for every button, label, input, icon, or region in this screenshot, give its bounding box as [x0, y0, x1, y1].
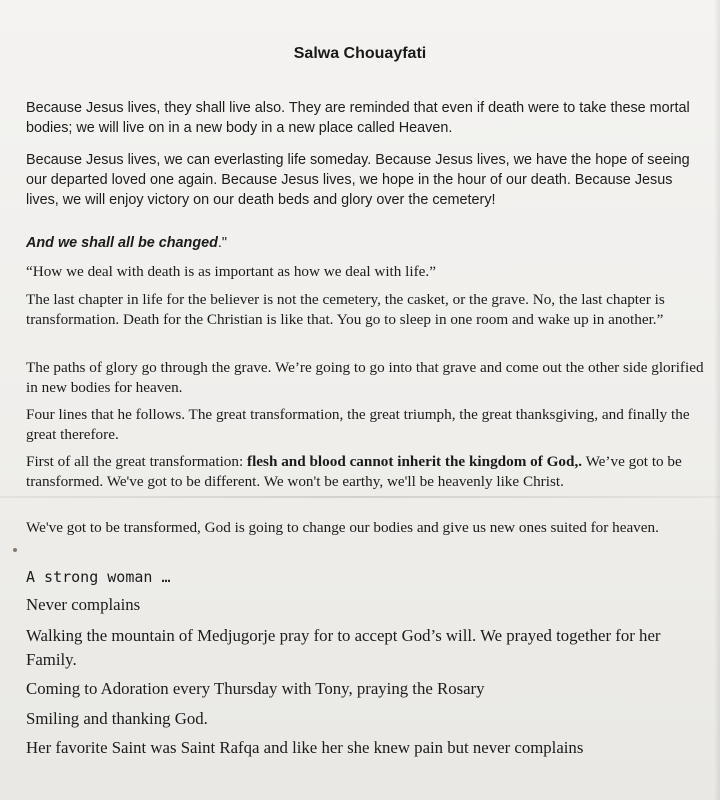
paragraph-changed-heading	[26, 233, 708, 253]
paragraph-adoration: Coming to Adoration every Thursday with Tony, praying the Rosary	[26, 679, 485, 698]
paragraph-never-complains: Never complains	[26, 595, 141, 614]
emphasis-text: And we shall all be changed	[26, 235, 218, 251]
paper-fold-line	[0, 496, 720, 498]
paragraph-favorite-saint: Her favorite Saint was Saint Rafqa and like her she knew pain but never complains	[26, 738, 584, 757]
paragraph-great-transformation	[26, 452, 708, 492]
paragraph-quote-death-life: “How we deal with death is as important as how we deal with life.”	[26, 263, 436, 280]
paragraph-smiling: Smiling and thanking God.	[26, 709, 208, 728]
paragraph-strong-woman: A strong woman …	[26, 568, 171, 586]
paragraph-jesus-lives-2: Because Jesus lives, we can everlasting life someday. Because Jesus lives, we have the hope of seeing our departed loved one again. Because Jesus lives, we hope in the hour of our death. Because Jesus lives, we will enjoy victory on our death beds and glory over the cemetery!	[26, 152, 690, 208]
transformation-suffix: We’ve got to be transformed. We've got to be different. We won't be earthy, we'll be heavenly like Christ.	[26, 453, 682, 490]
paper-edge-shadow	[714, 0, 720, 800]
paragraph-last-chapter: The last chapter in life for the believer is not the cemetery, the casket, or the grave. No, the last chapter is transformation. Death for the Christian is like that. You go to sleep in one room and wake up in another.”	[26, 291, 665, 328]
emphasis-suffix: ."	[217, 235, 228, 251]
paragraph-medjugorje: Walking the mountain of Medjugorje pray for to accept God’s will. We prayed together for her Family.	[26, 626, 661, 669]
paragraph-jesus-lives-1: Because Jesus lives, they shall live also. They are reminded that even if death were to take these mortal bodies; we will live on in a new body in a new place called Heaven.	[26, 100, 690, 136]
paper-speck	[13, 548, 17, 552]
page-title: Salwa Chouayfati	[293, 45, 427, 62]
paragraph-paths-of-glory: The paths of glory go through the grave. We’re going to go into that grave and come out the other side glorified in new bodies for heaven.	[26, 359, 704, 396]
transformation-bold: flesh and blood cannot inherit the kingdom of God,.	[247, 453, 583, 470]
paragraph-four-lines: Four lines that he follows. The great transformation, the great triumph, the great thanksgiving, and finally the great therefore.	[26, 406, 690, 443]
paragraph-transformed: We've got to be transformed, God is going to change our bodies and give us new ones suited for heaven.	[26, 519, 659, 536]
transformation-prefix: First of all the great transformation:	[26, 453, 248, 470]
